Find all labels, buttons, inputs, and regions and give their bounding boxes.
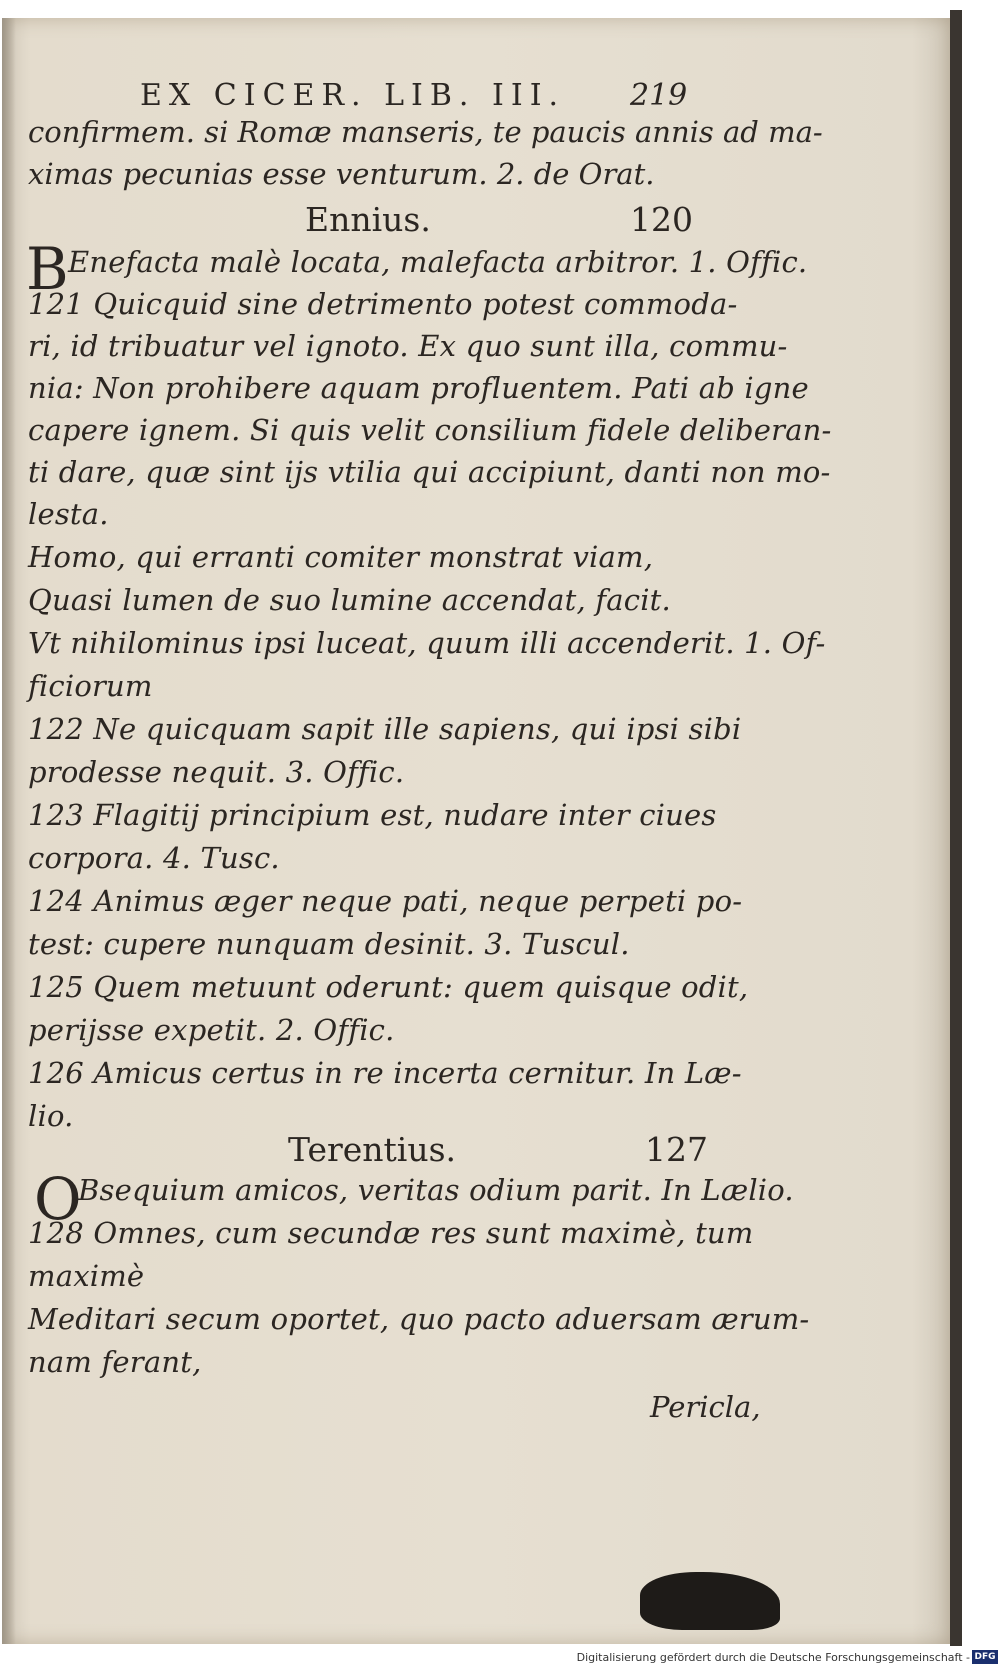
text-line: confirmem. si Romæ manseris, te paucis annis ad ma- <box>28 115 823 149</box>
text-line: capere ignem. Si quis velit consilium fidele deliberan- <box>28 413 832 447</box>
text-line: corpora. 4. Tusc. <box>28 841 280 875</box>
text-line: Bsequium amicos, veritas odium parit. In Lælio. <box>78 1173 794 1207</box>
running-head: EX CICER. LIB. III. <box>140 78 566 113</box>
text-line: ti dare, quæ sint ijs vtilia qui accipiunt, danti non mo- <box>28 455 831 489</box>
catchword: Pericla, <box>650 1390 761 1424</box>
dfg-logo: DFG <box>972 1650 998 1664</box>
text-line: nia: Non prohibere aquam profluentem. Pati ab igne <box>28 371 809 405</box>
text-line: Meditari secum oportet, quo pacto aduersam ærum- <box>28 1302 810 1336</box>
text-line: ficiorum <box>28 669 153 703</box>
author-heading-ennius: Ennius. <box>305 200 431 239</box>
text-line: 122 Ne quicquam sapit ille sapiens, qui ipsi sibi <box>28 712 742 746</box>
text-line: 124 Animus æger neque pati, neque perpeti po- <box>28 884 743 918</box>
author-heading-terentius: Terentius. <box>288 1130 457 1169</box>
text-line: 128 Omnes, cum secundæ res sunt maximè, tum <box>28 1216 754 1250</box>
page-gutter-shadow <box>2 18 16 1644</box>
text-line: lesta. <box>28 497 109 531</box>
text-line: test: cupere nunquam desinit. 3. Tuscul. <box>28 927 630 961</box>
page-number: 219 <box>630 78 688 113</box>
entry-number: 120 <box>630 200 693 239</box>
text-line: 126 Amicus certus in re incerta cernitur. In Læ- <box>28 1056 742 1090</box>
text-line: Homo, qui erranti comiter monstrat viam, <box>28 540 654 574</box>
text-line: Quasi lumen de suo lumine accendat, facit. <box>28 583 671 617</box>
text-line: Enefacta malè locata, malefacta arbitror. 1. Offic. <box>68 245 808 279</box>
drop-capital: B <box>26 235 69 303</box>
text-line: ri, id tribuatur vel ignoto. Ex quo sunt illa, commu- <box>28 329 788 363</box>
text-line: maximè <box>28 1259 145 1293</box>
book-edge <box>950 10 962 1650</box>
drop-capital: O <box>34 1165 82 1233</box>
text-line: Vt nihilominus ipsi luceat, quum illi accenderit. 1. Of- <box>28 626 826 660</box>
entry-number: 127 <box>645 1130 708 1169</box>
text-line: lio. <box>28 1099 74 1133</box>
text-line: nam ferant, <box>28 1345 202 1379</box>
text-line: 121 Quicquid sine detrimento potest commoda- <box>28 287 738 321</box>
text-line: ximas pecunias esse venturum. 2. de Orat. <box>28 157 655 191</box>
text-line: perijsse expetit. 2. Offic. <box>28 1013 395 1047</box>
funding-credit: Digitalisierung gefördert durch die Deutsche Forschungsgemeinschaft - <box>576 1651 970 1664</box>
text-line: prodesse nequit. 3. Offic. <box>28 755 405 789</box>
text-line: 125 Quem metuunt oderunt: quem quisque odit, <box>28 970 749 1004</box>
text-line: 123 Flagitij principium est, nudare inter ciues <box>28 798 717 832</box>
